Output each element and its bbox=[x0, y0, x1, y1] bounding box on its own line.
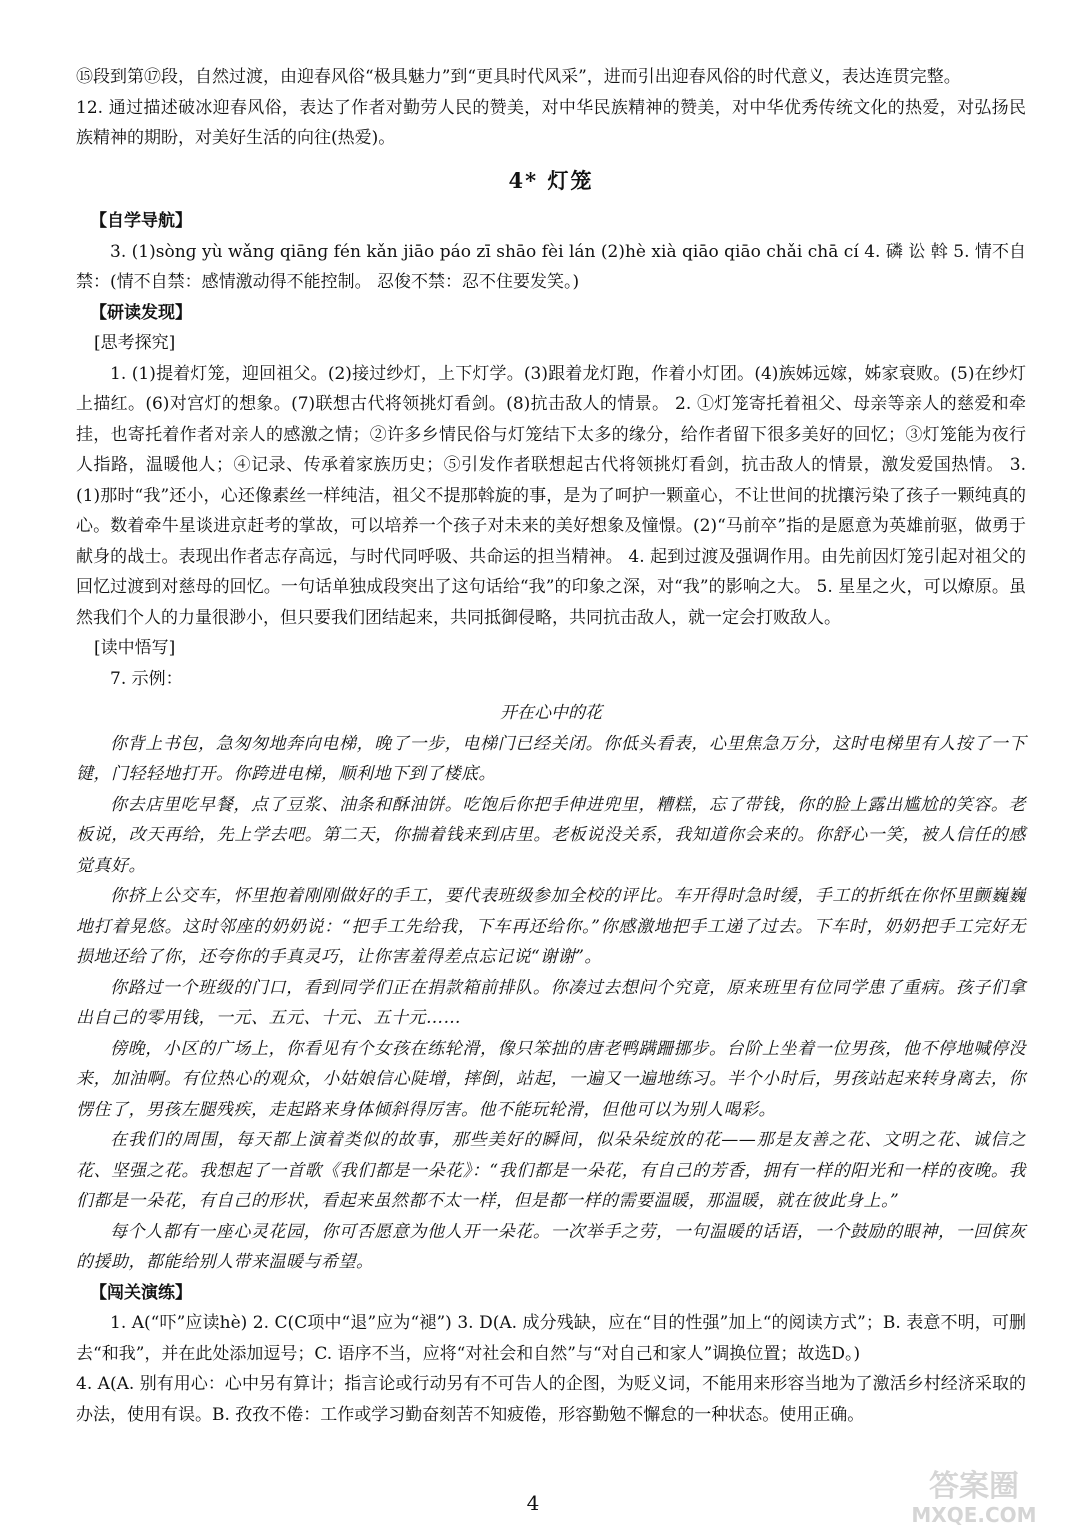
prev-answer-p2: 12. 通过描述破冰迎春风俗，表达了作者对勤劳人民的赞美，对中华民族精神的赞美，对中华优秀传统文化的热爱，对弘扬民族精神的期盼，对美好生活的向往(热爱)。 bbox=[76, 97, 1026, 148]
q7-label: 7. 示例： bbox=[110, 668, 183, 689]
watermark-line2: MXQE.COM bbox=[911, 1503, 1037, 1527]
chuangguan-answers-2: 4. A(A. 别有用心：心中另有算计；指言论或行动另有不可告人的企图，为贬义词，不能用来形容当地为了激活乡村经济采取的办法，使用有误。B. 孜孜不倦：工作或学习勤奋刻苦不知疲倦，形容勤勉不懈怠的一种状态。使用正确。 bbox=[76, 1374, 1026, 1425]
zixue-answers: 3. (1)sònɡ yù wǎnɡ qiānɡ fén kǎn jiāo páo zī shāo fèi lán (2)hè xià qiāo qiāo chǎi chā cí 4. 磷 讼 斡 5. 情不自禁：(情不自禁：感情激动得不能控制。 忍俊不禁：忍不住要发笑。) bbox=[76, 241, 1026, 292]
watermark-line1: 答案圈 bbox=[929, 1469, 1019, 1504]
essay-paragraph: 傍晚，小区的广场上，你看见有个女孩在练轮滑，像只笨拙的唐老鸭蹒跚挪步。台阶上坐着一位男孩，他不停地喊停没来，加油啊。有位热心的观众，小姑娘信心陡增，摔倒，站起，一遍又一遍地练习。半个小时后，男孩站起来转身离去，你愣住了，男孩左腿残疾，走起路来身体倾斜得厉害。他不能玩轮滑，但他可以为别人喝彩。 bbox=[76, 1038, 1026, 1120]
chuangguan-answers-1: 1. A(“吓”应读hè) 2. C(C项中“退”应为“褪”) 3. D(A. 成分残缺，应在“目的性强”加上“的阅读方式”；B. 表意不明，可删去“和我”，并在此处添加逗号；C. 语序不当，应将“对社会和自然”与“对自己和家人”调换位置；故选D。) bbox=[76, 1313, 1026, 1364]
sikao-answers: 1. (1)提着灯笼，迎回祖父。(2)接过纱灯，上下灯学。(3)跟着龙灯跑，作着小灯团。(4)族姊远嫁，姊家衰败。(5)在纱灯上描红。(6)对宫灯的想象。(7)联想古代将领挑灯看剑。(8)抗击敌人的情景。 2. ①灯笼寄托着祖父、母亲等亲人的慈爱和牵挂，也寄托着作者对亲人的感激之情；②许多乡情民俗与灯笼结下太多的缘分，给作者留下很多美好的回忆；③灯笼能为夜行人指路，温暖他人；④记录、传承着家族历史；⑤引发作者联想起古代将领挑灯看剑，抗击敌人的情景，激发爱国热情。 3. (1)那时“我”还小，心还像素丝一样纯洁，祖父不提那斡旋的事，是为了呵护一颗童心，不让世间的扰攘污染了孩子一颗纯真的心。数着牵牛星谈进京赶考的掌故，可以培养一个孩子对未来的美好想象及憧憬。(2)“马前卒”指的是愿意为英雄前驱，做勇于献身的战士。表现出作者志存高远，与时代同呼吸、共命运的担当精神。 4. 起到过渡及强调作用。由先前因灯笼引起对祖父的回忆过渡到对慈母的回忆。一句话单独成段突出了这句话给“我”的印象之深，对“我”的影响之大。 5. 星星之火，可以燎原。虽然我们个人的力量很渺小，但只要我们团结起来，共同抵御侵略，共同抗击敌人，就一定会打败敌人。 bbox=[76, 363, 1026, 628]
section-yandu-header: 【研读发现】 bbox=[90, 302, 192, 323]
essay-paragraph: 你路过一个班级的门口，看到同学们正在捐款箱前排队。你凑过去想问个究竟，原来班里有位同学患了重病。孩子们拿出自己的零用钱，一元、五元、十元、五十元…… bbox=[76, 977, 1026, 1028]
page-content bbox=[76, 62, 1026, 1430]
subsection-duzhong: [读中悟写] bbox=[94, 638, 176, 658]
essay-paragraph: 每个人都有一座心灵花园，你可否愿意为他人开一朵花。一次举手之劳，一句温暖的话语，一个鼓励的眼神，一回傧灰的援助，都能给别人带来温暖与希望。 bbox=[76, 1221, 1026, 1272]
essay-paragraph: 你去店里吃早餐，点了豆浆、油条和酥油饼。吃饱后你把手伸进兜里，糟糕，忘了带钱，你的脸上露出尴尬的笑容。老板说，改天再给，先上学去吧。第二天，你揣着钱来到店里。老板说没关系，我知道你会来的。你舒心一笑，被人信任的感觉真好。 bbox=[76, 794, 1026, 876]
essay-paragraph: 在我们的周围，每天都上演着类似的故事，那些美好的瞬间，似朵朵绽放的花——那是友善之花、文明之花、诚信之花、坚强之花。我想起了一首歌《我们都是一朵花》：“我们都是一朵花，有自己的芳香，拥有一样的阳光和一样的夜晚。我们都是一朵花，有自己的形状，看起来虽然都不太一样，但是都一样的需要温暖，那温暖，就在彼此身上。” bbox=[76, 1130, 1026, 1211]
essay-paragraph: 你背上书包，急匆匆地奔向电梯，晚了一步，电梯门已经关闭。你低头看表，心里焦急万分，这时电梯里有人按了一下键，门轻轻地打开。你跨进电梯，顺利地下到了楼底。 bbox=[76, 733, 1026, 784]
page-number: 4 bbox=[526, 1491, 540, 1515]
prev-answer-p1: ⑮段到第⑰段，自然过渡，由迎春风俗“极具魅力”到“更具时代风采”，进而引出迎春风俗的时代意义，表达连贯完整。 bbox=[76, 67, 961, 87]
essay-title: 开在心中的花 bbox=[500, 703, 602, 723]
lesson-title: 4* 灯笼 bbox=[508, 167, 594, 193]
subsection-sikao: [思考探究] bbox=[94, 333, 176, 353]
section-zixue-header: 【自学导航】 bbox=[90, 211, 192, 231]
watermark-logo bbox=[896, 1462, 1052, 1528]
section-chuangguan-header: 【闯关演练】 bbox=[90, 1282, 192, 1303]
essay-paragraph: 你挤上公交车，怀里抱着刚刚做好的手工，要代表班级参加全校的评比。车开得时急时缓，手工的折纸在你怀里颤巍巍地打着晃悠。这时邻座的奶奶说：“把手工先给我，下车再还给你。”你感激地把手工递了过去。下车时，奶奶把手工完好无损地还给了你，还夸你的手真灵巧，让你害羞得差点忘记说“谢谢”。 bbox=[76, 886, 1026, 967]
